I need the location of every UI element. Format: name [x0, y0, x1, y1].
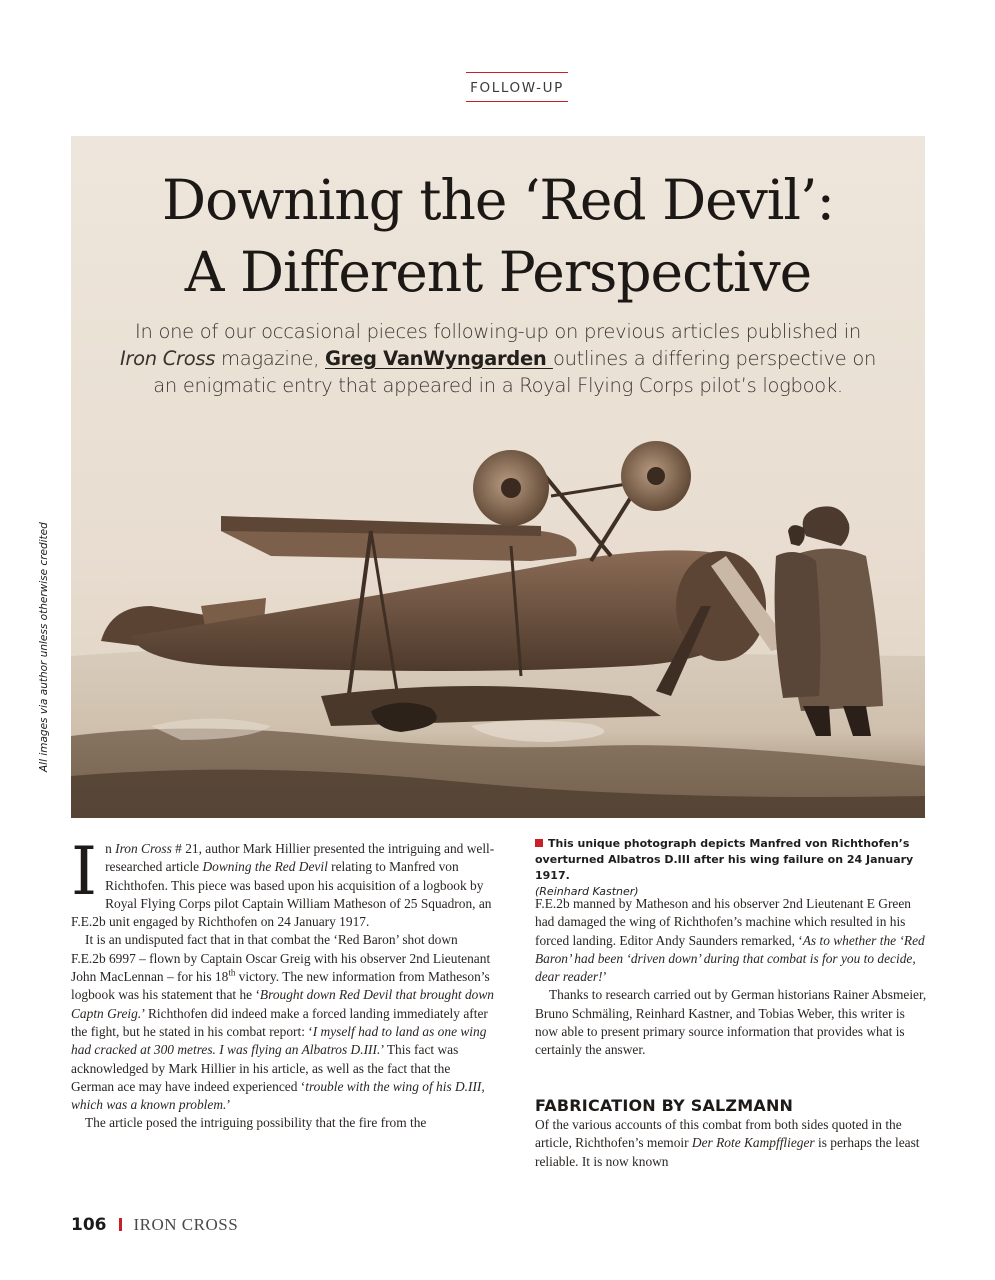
body-paragraph: Thanks to research carried out by German historians Rainer Absmeier, Bruno Schmäling, Reinhard Kastner, and Tobias Weber, this writer is now able to present primary source information that provides what is certainly the answer.	[535, 987, 927, 1058]
body-paragraph	[535, 1116, 927, 1171]
standfirst-part-3: outlines a differing perspective on an enigmatic entry that appeared in a Royal Flying Corps pilot’s logbook.	[153, 347, 877, 397]
standfirst-magazine-name: Iron Cross	[119, 347, 216, 370]
body-paragraph	[71, 931, 495, 1114]
body-column-3	[535, 1116, 927, 1171]
quote: trouble with the wing of his D.III, which was a known problem.	[71, 1078, 485, 1113]
article-title-ref: Downing the Red Devil	[202, 859, 328, 875]
body-paragraph	[535, 895, 927, 986]
section-subhead: FABRICATION BY SALZMANN	[535, 1096, 794, 1115]
text-run: is perhaps the least reliable. It is now known	[535, 1135, 920, 1169]
text-run: n	[105, 841, 116, 856]
photo-credit: All images via author unless otherwise credited	[38, 522, 50, 772]
text-run: ’	[602, 969, 608, 985]
photo-caption	[535, 836, 925, 900]
body-paragraph	[71, 833, 495, 931]
page-footer	[71, 1215, 238, 1235]
author-link[interactable]: Greg VanWyngarden	[325, 347, 553, 370]
headline-line-1: Downing the ‘Red Devil’:	[161, 168, 834, 232]
body-column-2	[535, 895, 927, 1060]
text-run: F.E.2b manned by Matheson and his observer 2nd Lieutenant E Green had damaged the wing of Richthofen’s machine which resulted in his forced landing. Editor Andy Saunders remarked, ‘	[535, 896, 912, 948]
standfirst-part-1: In one of our occasional pieces following-up on previous articles published in	[135, 320, 861, 343]
page-number: 106	[71, 1215, 107, 1235]
text-run: ’	[226, 1097, 231, 1113]
standfirst-part-2: magazine,	[215, 347, 325, 370]
quote: I myself had to land as one wing had cracked at 300 metres. I was flying an Albatros D.III.	[71, 1023, 487, 1058]
text-run: ’ This fact was acknowledged by Mark Hillier in his article, as well as the fact that the German ace may have indeed experienced ‘	[71, 1042, 459, 1094]
caption-marker	[535, 839, 543, 847]
quote: As to whether the ‘Red Baron’ had been ‘driven down’ during that combat is for you to decide, dear reader!	[535, 932, 925, 985]
headline-line-2: A Different Perspective	[184, 240, 812, 304]
magazine-name: Iron Cross	[115, 841, 172, 856]
standfirst	[111, 318, 885, 399]
body-paragraph: The article posed the intriguing possibility that the fire from the	[85, 1115, 427, 1131]
book-title: Der Rote Kampfflieger	[691, 1135, 815, 1151]
caption-credit: (Reinhard Kastner)	[535, 885, 639, 898]
drop-cap: I	[71, 833, 98, 910]
caption-text: This unique photograph depicts Manfred von Richthofen’s overturned Albatros D.III after his wing failure on 24 January 1917.	[535, 837, 914, 882]
text-run: Of the various accounts of this combat from both sides quoted in the article, Richthofen’s memoir	[535, 1117, 902, 1151]
body-column-1	[71, 833, 495, 1133]
article-headline	[71, 164, 925, 308]
folio-divider	[119, 1218, 122, 1231]
text-run: victory. The new information from Matheson’s logbook was his statement that he ‘	[71, 969, 490, 1003]
hero-photo	[71, 136, 925, 818]
text-run: ’ Richthofen did indeed make a forced landing immediately after the fight, but he stated in his combat report: ‘	[71, 1005, 488, 1039]
quote: Brought down Red Devil that brought down Captn Greig.	[71, 987, 494, 1021]
text-run: It is an undisputed fact that in that combat the ‘Red Baron’ shot down F.E.2b 6997 – flown by Captain Oscar Greig with his observer 2nd Lieutenant John MacLennan – for his 18	[71, 932, 491, 985]
magazine-title: IRON CROSS	[133, 1215, 239, 1234]
section-tag: FOLLOW-UP	[466, 72, 568, 102]
text-run: relating to Manfred von Richthofen. This piece was based upon his acquisition of a logbook by Royal Flying Corps pilot Captain William Matheson of 25 Squadron, an F.E.2b unit engaged by Richthofen on 24 January 1917.	[71, 859, 492, 930]
text-run: # 21, author Mark Hillier presented the intriguing and well-researched article	[105, 841, 495, 875]
ordinal-suffix: th	[228, 967, 236, 978]
